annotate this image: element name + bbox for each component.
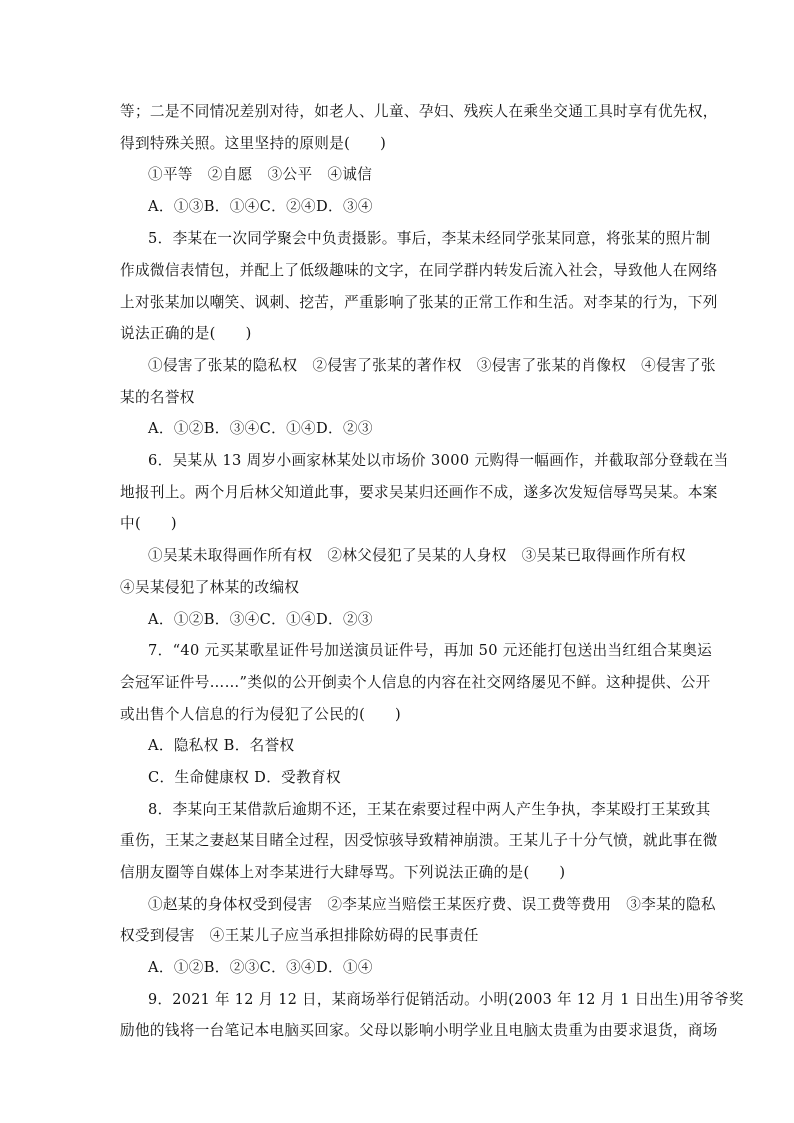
text-line: 说法正确的是( ): [120, 325, 252, 342]
text-line: 某的名誉权: [120, 389, 195, 406]
option-line: ①吴某未取得画作所有权 ②林父侵犯了吴某的人身权 ③吴某已取得画作所有权: [148, 547, 686, 564]
answer-choices: A．①②B．③④C．①④D．②③: [148, 420, 373, 437]
option-line: ①平等 ②自愿 ③公平 ④诚信: [148, 166, 373, 183]
text-line: 等；二是不同情况差别对待，如老人、儿童、孕妇、残疾人在乘坐交通工具时享有优先权，: [120, 103, 718, 120]
answer-choices: A．隐私权 B．名誉权: [148, 737, 295, 754]
text-line: 上对张某加以嘲笑、讽刺、挖苦，严重影响了张某的正常工作和生活。对李某的行为，下列: [120, 294, 718, 311]
text-line: 会冠军证件号……”类似的公开倒卖个人信息的内容在社交网络屡见不鲜。这种提供、公开: [120, 674, 711, 691]
text-line: ④吴某侵犯了林某的改编权: [120, 579, 300, 596]
text-line: 重伤，王某之妻赵某目睹全过程，因受惊骇导致精神崩溃。王某儿子十分气愤，就此事在微: [120, 832, 718, 849]
text-line: 权受到侵害 ④王某儿子应当承担排除妨碍的民事责任: [120, 927, 479, 944]
text-line: 中( ): [120, 515, 177, 532]
text-line: 信朋友圈等自媒体上对李某进行大肆辱骂。下列说法正确的是( ): [120, 864, 566, 881]
question-8-stem: 8．李某向王某借款后逾期不还，王某在索要过程中两人产生争执，李某殴打王某致其: [148, 801, 711, 818]
option-line: ①侵害了张某的隐私权 ②侵害了张某的著作权 ③侵害了张某的肖像权 ④侵害了张: [148, 357, 716, 374]
text-line: 作成微信表情包，并配上了低级趣味的文字，在同学群内转发后流入社会，导致他人在网络: [120, 262, 718, 279]
text-line: 励他的钱将一台笔记本电脑买回家。父母以影响小明学业且电脑太贵重为由要求退货，商场: [120, 1022, 718, 1039]
text-line: 或出售个人信息的行为侵犯了公民的( ): [120, 706, 402, 723]
question-6-stem: 6．吴某从 13 周岁小画家林某处以市场价 3000 元购得一幅画作，并截取部分登载在当: [148, 452, 729, 469]
answer-choices: C．生命健康权 D．受教育权: [148, 769, 341, 786]
answer-choices: A．①③B．①④C．②④D．③④: [148, 198, 373, 215]
text-line: 地报刊上。两个月后林父知道此事，要求吴某归还画作不成，遂多次发短信辱骂吴某。本案: [120, 484, 718, 501]
answer-choices: A．①②B．②③C．③④D．①④: [148, 959, 373, 976]
question-7-stem: 7．“40 元买某歌星证件号加送演员证件号，再加 50 元还能打包送出当红组合某奥运: [148, 642, 713, 659]
answer-choices: A．①②B．③④C．①④D．②③: [148, 611, 373, 628]
text-line: 得到特殊关照。这里坚持的原则是( ): [120, 135, 387, 152]
question-9-stem: 9．2021 年 12 月 12 日，某商场举行促销活动。小明(2003 年 12 月 1 日出生)用爷爷奖: [148, 991, 744, 1008]
option-line: ①赵某的身体权受到侵害 ②李某应当赔偿王某医疗费、误工费等费用 ③李某的隐私: [148, 896, 716, 913]
question-5-stem: 5．李某在一次同学聚会中负责摄影。事后，李某未经同学张某同意，将张某的照片制: [148, 230, 711, 247]
